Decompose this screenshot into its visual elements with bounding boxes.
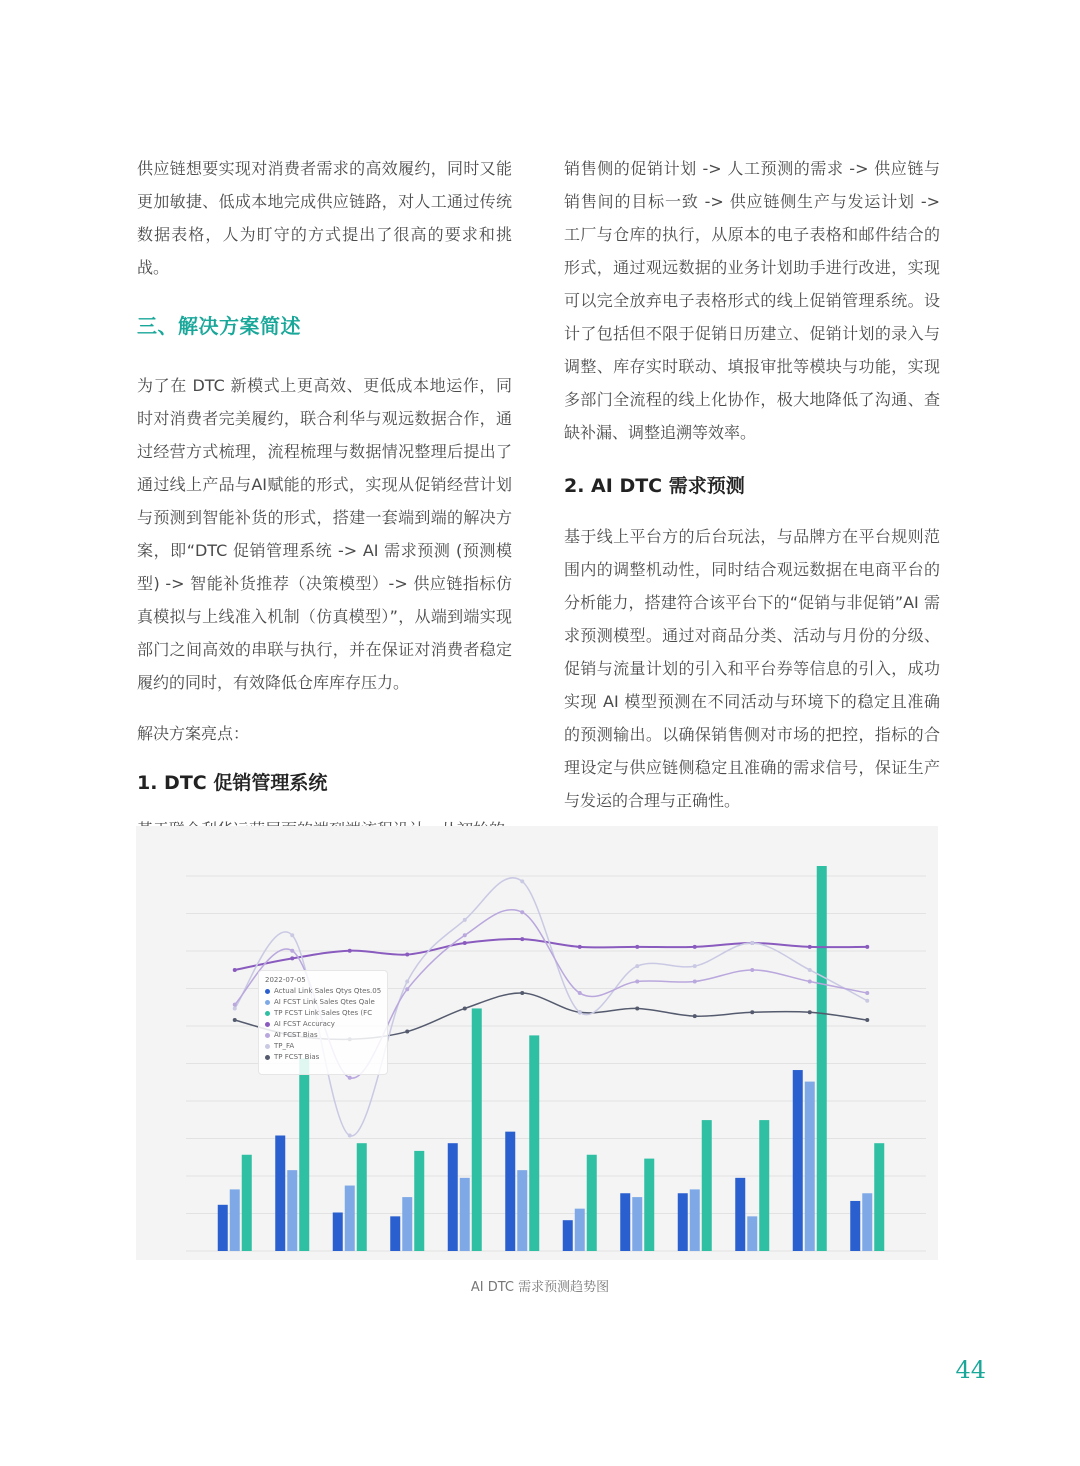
- line-point: [520, 991, 524, 995]
- section-title: 三、解决方案简述: [137, 314, 301, 338]
- tooltip-item: [265, 1041, 381, 1052]
- line-point: [635, 980, 639, 984]
- line-point: [865, 1018, 869, 1022]
- line-point: [865, 945, 869, 949]
- line-point: [635, 945, 639, 949]
- line-point: [233, 1006, 237, 1010]
- forecast-trend-chart: [136, 826, 938, 1260]
- bar: [218, 1205, 228, 1251]
- bar: [472, 1008, 482, 1251]
- tooltip-item-label: Actual Link Sales Qtys Qtes.05: [274, 987, 381, 995]
- line-point: [808, 968, 812, 972]
- line-point: [578, 1010, 582, 1014]
- tooltip-item: [265, 997, 381, 1008]
- line-point: [693, 980, 697, 984]
- line-point: [233, 1003, 237, 1007]
- bar: [850, 1201, 860, 1251]
- legend-dot-icon: [265, 1044, 270, 1049]
- subsection-2-paragraph: 基于线上平台方的后台玩法，与品牌方在平台规则范围内的调整机动性，同时结合观远数据在电商平台的分析能力，搭建符合该平台下的“促销与非促销”AI 需求预测模型。通过对商品分类、活动与月份的分级、促销与流量计划的引入和平台券等信息的引入，成功实现 AI 模型预测在不同活动与环境下的稳定且准确的预测输出。以确保销售侧对市场的把控，指标的合理设定与供应链侧稳定且准确的需求信号，保证生产与发运的合理与正确性。: [564, 527, 940, 810]
- bar: [759, 1120, 769, 1251]
- bar: [517, 1170, 527, 1251]
- tooltip-item-label: AI FCST Bias: [274, 1031, 318, 1039]
- tooltip-item: [265, 1030, 381, 1041]
- tooltip-item: [265, 986, 381, 997]
- bar: [402, 1197, 412, 1251]
- line-point: [348, 1076, 352, 1080]
- tooltip-item-label: TP FCST Link Sales Qtes (FC: [274, 1009, 373, 1017]
- line-point: [463, 941, 467, 945]
- bar: [333, 1213, 343, 1252]
- legend-dot-icon: [265, 1055, 270, 1060]
- line-point: [463, 1006, 467, 1010]
- solution-paragraph: 为了在 DTC 新模式上更高效、更低成本地运作，同时对消费者完美履约，联合利华与观远数据合作，通过经营方式梳理，流程梳理与数据情况整理后提出了通过线上产品与AI赋能的形式，实现从促销经营计划与预测到智能补货的形式，搭建一套端到端的解决方案，即“DTC 促销管理系统 -> AI 需求预测 (预测模型) -> 智能补货推荐（决策模型）-> 供应链指标仿真模拟与上线准入机制（仿真模型）”，从端到端实现部门之间高效的串联与执行，并在保证对消费者稳定履约的同时，有效降低仓库库存压力。: [137, 376, 512, 692]
- legend-dot-icon: [265, 1022, 270, 1027]
- line-point: [865, 991, 869, 995]
- bar: [587, 1155, 597, 1251]
- line-point: [635, 964, 639, 968]
- line-point: [750, 1010, 754, 1014]
- bar: [735, 1178, 745, 1251]
- bar: [747, 1216, 757, 1251]
- page-number: 44: [955, 1356, 986, 1384]
- bar: [345, 1186, 355, 1251]
- bar: [575, 1209, 585, 1251]
- line-point: [405, 980, 409, 984]
- line-point: [233, 968, 237, 972]
- bar: [414, 1151, 424, 1251]
- bar: [299, 1059, 309, 1252]
- tooltip-item-label: TP_FA: [274, 1042, 295, 1050]
- bar: [505, 1132, 515, 1251]
- bar: [448, 1143, 458, 1251]
- tooltip-item: [265, 1008, 381, 1019]
- line-point: [290, 933, 294, 937]
- figure-caption: AI DTC 需求预测趋势图: [470, 1280, 610, 1295]
- line-point: [348, 949, 352, 953]
- line-point: [520, 879, 524, 883]
- bar: [644, 1159, 654, 1251]
- bar: [620, 1193, 630, 1251]
- line-point: [405, 987, 409, 991]
- bar: [357, 1143, 367, 1251]
- line-point: [290, 956, 294, 960]
- intro-paragraph: 供应链想要实现对消费者需求的高效履约，同时又能更加敏捷、低成本地完成供应链路，对人工通过传统数据表格，人为盯守的方式提出了很高的要求和挑战。: [137, 159, 512, 277]
- subsection-2-title: 2. AI DTC 需求预测: [564, 475, 745, 497]
- line-point: [463, 933, 467, 937]
- line-point: [750, 941, 754, 945]
- tooltip-date: 2022-07-05: [265, 976, 306, 984]
- bar: [563, 1220, 573, 1251]
- tooltip-item-label: AI FCST Accuracy: [274, 1020, 335, 1028]
- highlights-label: 解决方案亮点：: [137, 724, 250, 743]
- bar: [793, 1070, 803, 1251]
- bar: [242, 1155, 252, 1251]
- tooltip-item-label: AI FCST Link Sales Qtes Qale: [274, 998, 375, 1006]
- bar: [874, 1143, 884, 1251]
- line-point: [290, 949, 294, 953]
- bar: [690, 1189, 700, 1251]
- line-point: [520, 937, 524, 941]
- left-column: [137, 152, 512, 846]
- bar: [805, 1082, 815, 1251]
- line-point: [693, 945, 697, 949]
- line-point: [405, 953, 409, 957]
- bar: [390, 1216, 400, 1251]
- subsection-1-paragraph-cont: 销售侧的促销计划 -> 人工预测的需求 -> 供应链与销售间的目标一致 -> 供应链侧生产与发运计划 -> 工厂与仓库的执行，从原本的电子表格和邮件结合的形式，通过观远数据的业务计划助手进行改进，实现可以完全放弃电子表格形式的线上促销管理系统。设计了包括但不限于促销日历建立、促销计划的录入与调整、库存实时联动、填报审批等模块与功能，实现多部门全流程的线上化协作，极大地降低了沟通、查缺补漏、调整追溯等效率。: [564, 159, 940, 442]
- series-line: [235, 939, 868, 970]
- tooltip-item-label: TP FCST Bias: [274, 1053, 320, 1061]
- line-point: [463, 918, 467, 922]
- legend-dot-icon: [265, 1033, 270, 1038]
- bar: [230, 1189, 240, 1251]
- subsection-1-title: 1. DTC 促销管理系统: [137, 772, 328, 794]
- chart-tooltip: [258, 970, 388, 1075]
- legend-dot-icon: [265, 1011, 270, 1016]
- line-point: [578, 991, 582, 995]
- line-point: [865, 999, 869, 1003]
- legend-dot-icon: [265, 989, 270, 994]
- chart-svg: [136, 826, 938, 1260]
- bar: [702, 1120, 712, 1251]
- line-point: [635, 1006, 639, 1010]
- line-point: [808, 1010, 812, 1014]
- line-point: [578, 945, 582, 949]
- line-point: [693, 1014, 697, 1018]
- tooltip-item: [265, 1052, 381, 1063]
- line-point: [520, 910, 524, 914]
- right-column: [564, 152, 940, 817]
- bar: [460, 1178, 470, 1251]
- line-point: [348, 1134, 352, 1138]
- bar: [632, 1197, 642, 1251]
- legend-dot-icon: [265, 1000, 270, 1005]
- line-point: [750, 968, 754, 972]
- bar: [678, 1193, 688, 1251]
- line-point: [808, 945, 812, 949]
- bar: [862, 1193, 872, 1251]
- bar: [817, 866, 827, 1251]
- line-point: [405, 1030, 409, 1034]
- line-point: [808, 980, 812, 984]
- bar: [529, 1035, 539, 1251]
- tooltip-item: [265, 1019, 381, 1030]
- bar: [287, 1170, 297, 1251]
- line-point: [233, 1018, 237, 1022]
- bar: [275, 1136, 285, 1252]
- line-point: [693, 964, 697, 968]
